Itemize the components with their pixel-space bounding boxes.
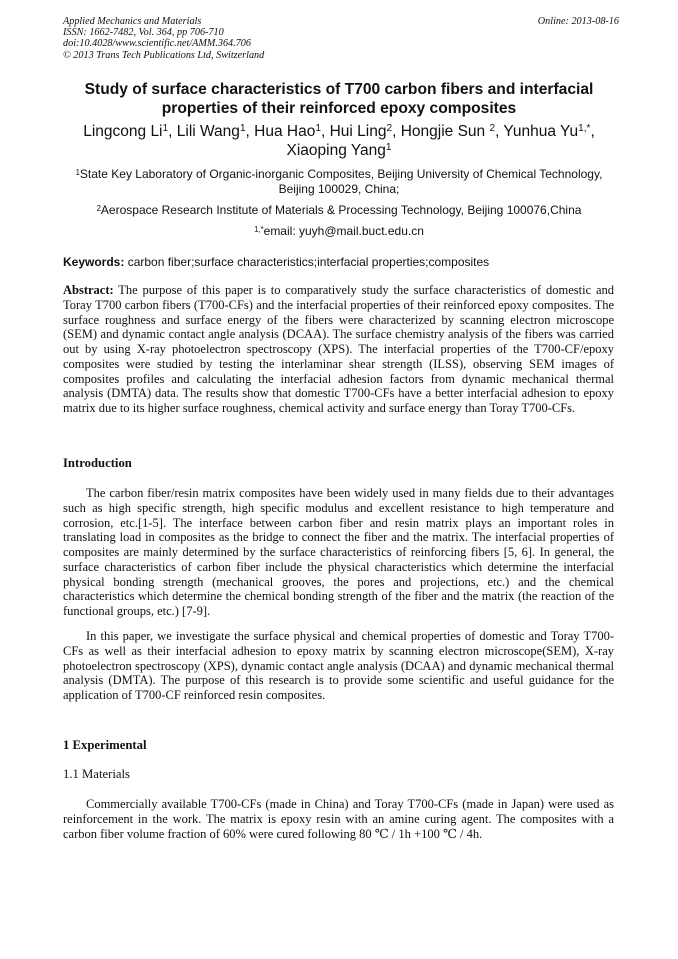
introduction-heading: Introduction <box>63 456 132 470</box>
author-name: Hua Hao <box>254 123 316 140</box>
keywords-text: carbon fiber;surface characteristics;interfacial properties;composites <box>124 255 490 269</box>
author-name: Yunhua Yu <box>503 123 579 140</box>
author-affiliation-mark: 1,* <box>578 123 591 135</box>
author-name: Lingcong Li <box>83 123 163 140</box>
author-name: Lili Wang <box>176 123 240 140</box>
introduction-paragraph-1: The carbon fiber/resin matrix composites have been widely used in many fields due to their advantages such as high specific strength, high specific modulus and excellent resistance to high temperature and corrosion, etc.[1-5]. The interface between carbon fiber and resin matrix plays an important roles in translating load in composites as the bridge to connect the fiber and the matrix. The interfacial properties of composites are mainly determined by the surface characteristics of reinforcing fibers [5, 6]. In general, the surface characteristics of carbon fiber include the physical characteristics which determine the interfacial physical bonding strength (mechanical grooves, the pores and projections, etc.) and the chemical characteristics which determine the chemical bonding strength of the fiber and the matrix (the reaction of the functional groups, etc.) [7-9]. <box>63 486 614 618</box>
materials-paragraph: Commercially available T700-CFs (made in China) and Toray T700-CFs (made in Japan) were used as reinforcement in the work. The matrix is epoxy resin with an amine curing agent. The composites with a carbon fiber volume fraction of 60% were cured following 80 ℃ / 1h +100 ℃ / 4h. <box>63 797 614 841</box>
author-affiliation-mark: 2 <box>386 123 393 135</box>
experimental-heading: 1 Experimental <box>63 738 147 752</box>
author-name: Xiaoping Yang <box>286 142 386 159</box>
abstract-text: The purpose of this paper is to comparatively study the surface characteristics of domestic and Toray T700 carbon fibers (T700-CFs) and the interfacial properties of their reinforced epoxy composites. The surface roughness and surface energy of the fibers were characterized by scanning electron microscope (SEM) and dynamic contact angle analysis (DCAA). The surface chemistry analysis of the fibers was carried out by using X-ray photoelectron spectroscopy (XPS). The interfacial properties of the T700-CF/epoxy composites were studied by testing the interlaminar shear strength (ILSS), observing SEM images of composites profiles and calculating the interfacial adhesion factors from dynamic mechanical thermal analysis (DMTA) data. The results show that domestic T700-CFs have a better interfacial adhesion to epoxy matrix due to its higher surface roughness, chemical activity and surface energy than Toray T700-CFs. <box>63 283 614 415</box>
affiliation-text: State Key Laboratory of Organic-inorganic Composites, Beijing University of Chemical Technology, Beijing 100029, China; <box>79 167 603 196</box>
corresponding-email <box>63 224 615 239</box>
author-name: Hui Ling <box>329 123 387 140</box>
materials-subheading: 1.1 Materials <box>63 767 130 781</box>
affiliation-2 <box>63 203 615 218</box>
journal-name: Applied Mechanics and Materials <box>63 16 202 27</box>
affiliation-mark: 1 <box>75 167 80 177</box>
author-affiliation-mark: 1 <box>239 123 246 135</box>
abstract <box>63 283 614 416</box>
affiliation-mark: 1,* <box>254 224 264 234</box>
author-name: Hongjie Sun <box>400 123 490 140</box>
online-date: Online: 2013-08-16 <box>537 16 619 27</box>
author-affiliation-mark: 1 <box>315 123 321 135</box>
keywords-label: Keywords: <box>63 255 125 269</box>
keywords <box>63 255 619 270</box>
issn-line: ISSN: 1662-7482, Vol. 364, pp 706-710 <box>63 27 224 39</box>
doi-line: doi:10.4028/www.scientific.net/AMM.364.706 <box>63 38 251 50</box>
affiliation-1 <box>63 167 615 197</box>
author-affiliation-mark: 1 <box>162 123 169 135</box>
author-affiliation-mark: 1 <box>385 142 392 154</box>
author-affiliation-mark: 2 <box>489 123 496 135</box>
affiliation-mark: 2 <box>96 203 101 213</box>
copyright-line: © 2013 Trans Tech Publications Ltd, Switzerland <box>63 49 265 61</box>
introduction-paragraph-2: In this paper, we investigate the surface physical and chemical properties of domestic and Toray T700-CFs as well as their interfacial adhesion to epoxy matrix by scanning electron microscope(SEM), X-ray photoelectron spectroscopy (XPS), dynamic contact angle analysis (DCAA) and dynamic mechanical thermal analysis (DMTA). The purpose of this research is to provide some scientific and useful guidance for the application of T700-CF reinforced resin composites. <box>63 629 614 702</box>
affiliation-text: Aerospace Research Institute of Materials & Processing Technology, Beijing 100076,China <box>100 203 582 217</box>
paper-title: Study of surface characteristics of T700 carbon fibers and interfacial properties of their reinforced epoxy composites <box>84 81 594 117</box>
email-text: email: yuyh@mail.buct.edu.cn <box>263 224 424 238</box>
author-list: Lingcong Li$^1$, Lili Wang$^1$, Hua Hao$^1$, Hui Ling$^2$, Hongjie Sun $^2$, Yunhua $Yu^{1,*}$, Xiaoping Yang$^1$ <box>83 123 595 159</box>
abstract-label: Abstract: <box>63 283 114 297</box>
journal-header <box>63 16 619 61</box>
